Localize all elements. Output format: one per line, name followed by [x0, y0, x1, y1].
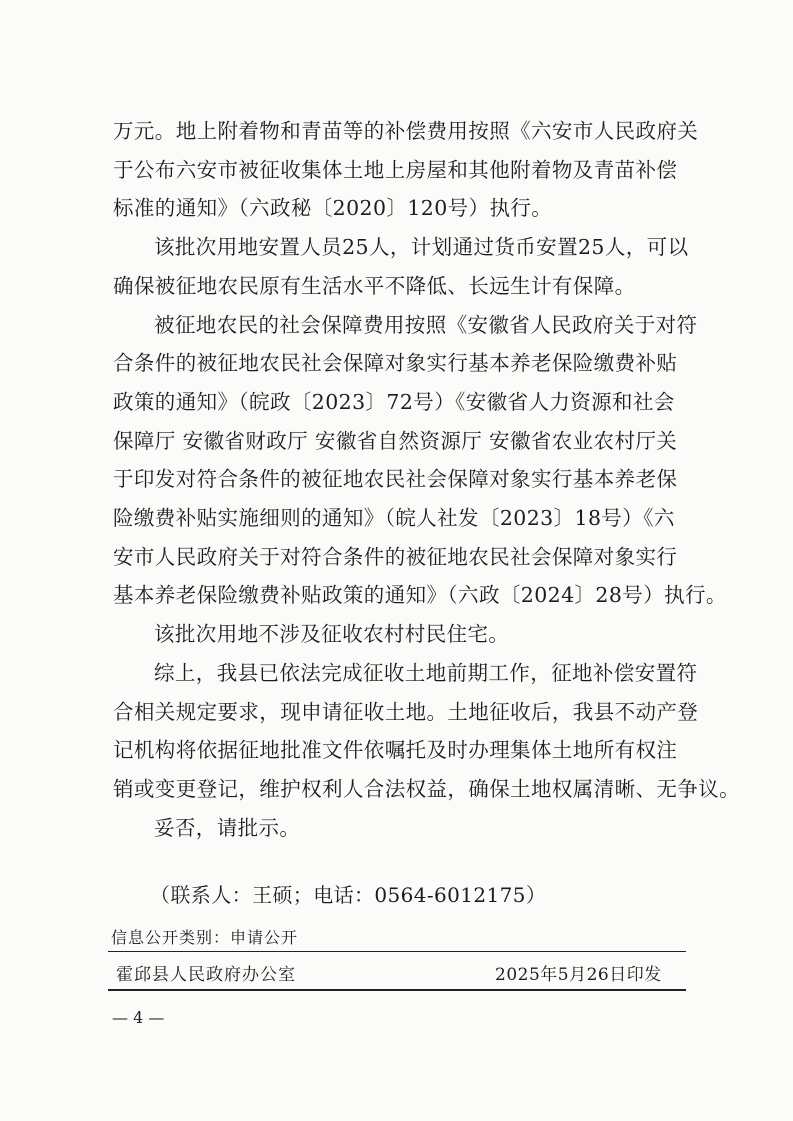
- text-line: 于公布六安市被征收集体土地上房屋和其他附着物及青苗补偿: [113, 157, 678, 182]
- text-line: 销或变更登记，维护权利人合法权益，确保土地权属清晰、无争议。: [113, 776, 740, 801]
- text-line: 保障厅 安徽省财政厅 安徽省自然资源厅 安徽省农业农村厅关: [113, 428, 678, 453]
- text-line: 万元。地上附着物和青苗等的补偿费用按照《六安市人民政府关: [113, 119, 699, 143]
- paragraph-compensation-continued: [113, 112, 713, 228]
- page-number: — 4 —: [112, 1008, 165, 1027]
- text-line: 安市人民政府关于对符合条件的被征地农民社会保障对象实行: [113, 544, 678, 569]
- text-line: 综上，我县已依法完成征收土地前期工作，征地补偿安置符: [154, 660, 698, 685]
- issue-date: 2025年5月26日印发: [495, 965, 662, 985]
- text-line: 妥否，请批示。: [154, 815, 301, 840]
- text-line: 合相关规定要求，现申请征收土地。土地征收后，我县不动产登: [113, 699, 699, 724]
- text-line: 记机构将依据征地批准文件依嘱托及时办理集体土地所有权注: [113, 738, 678, 763]
- text-line: 合条件的被征地农民社会保障对象实行基本养老保险缴费补贴: [113, 351, 678, 376]
- paragraph-resettlement: [113, 228, 713, 305]
- text-line: 被征地农民的社会保障费用按照《安徽省人民政府关于对符: [154, 312, 698, 337]
- footer-divider-bottom: [108, 989, 686, 991]
- document-body: [113, 112, 740, 847]
- paragraph-housing: [113, 615, 713, 654]
- text-line: 标准的通知》（六政秘〔2020〕120号）执行。: [113, 196, 553, 221]
- contact-info: （联系人：王硕；电话：0564-6012175）: [150, 883, 547, 907]
- text-line: 政策的通知》（皖政〔2023〕72号）《安徽省人力资源和社会: [113, 389, 675, 414]
- paragraph-closing: [113, 809, 713, 848]
- paragraph-summary: [113, 654, 740, 809]
- text-line: 该批次用地不涉及征收农村村民住宅。: [154, 622, 510, 647]
- text-line: 险缴费补贴实施细则的通知》（皖人社发〔2023〕18号）《六: [113, 506, 675, 531]
- text-line: 于印发对符合条件的被征地农民社会保障对象实行基本养老保: [113, 467, 678, 492]
- text-line: 该批次用地安置人员25人，计划通过货币安置25人，可以: [154, 235, 689, 260]
- paragraph-social-security: [113, 306, 727, 616]
- issuer-name: 霍邱县人民政府办公室: [116, 965, 296, 985]
- text-line: 基本养老保险缴费补贴政策的通知》（六政〔2024〕28号）执行。: [113, 583, 727, 608]
- text-line: 确保被征地农民原有生活水平不降低、长远生计有保障。: [113, 273, 636, 298]
- footer-divider-top: [108, 951, 686, 952]
- disclosure-category: 信息公开类别：申请公开: [111, 928, 299, 947]
